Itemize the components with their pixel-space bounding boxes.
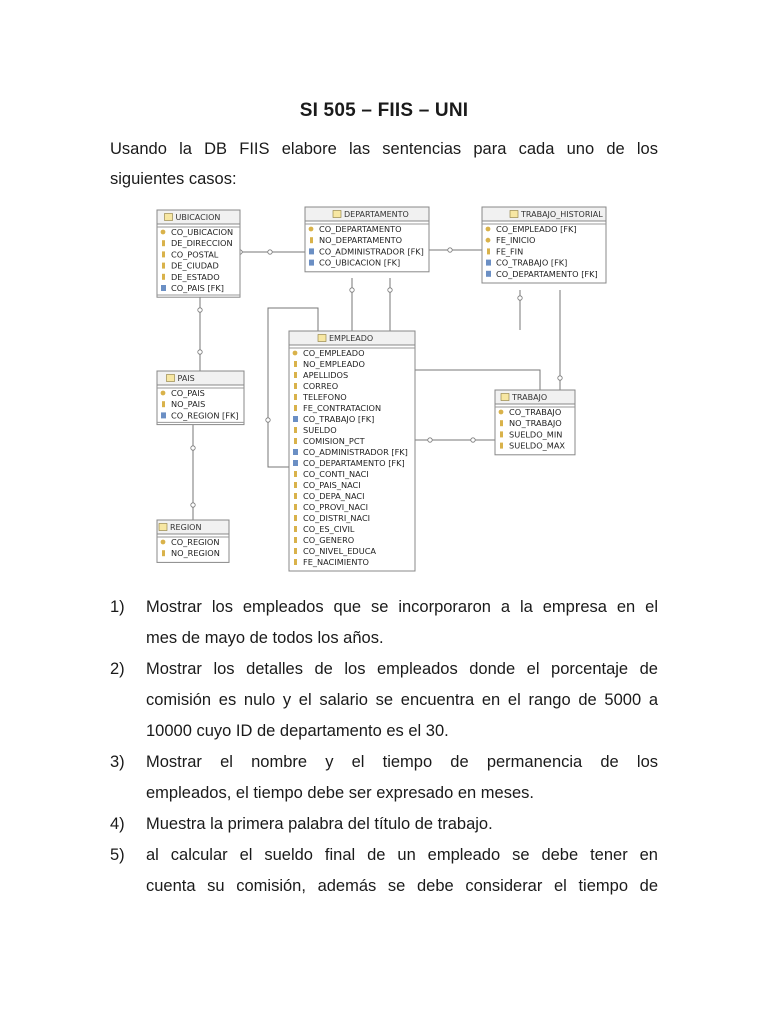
questions-list: [110, 592, 658, 902]
relationship-end-marker: [448, 248, 452, 252]
column-name: CO_UBICACION: [171, 227, 234, 237]
entity-name: TRABAJO: [512, 393, 548, 402]
column-icon: [294, 493, 297, 499]
column-name: CO_NIVEL_EDUCA: [303, 546, 377, 556]
column-icon: [500, 431, 503, 437]
column-name: CO_GENERO: [303, 535, 355, 545]
er-diagram: [0, 200, 768, 585]
column-name: CO_ES_CIVIL: [303, 524, 355, 534]
table-icon: [333, 211, 341, 218]
question-item: [110, 840, 658, 902]
question-line: mes de mayo de todos los años.: [146, 629, 384, 647]
relationship-line: [415, 370, 540, 390]
question-line: Mostrar el nombre y el tiempo de permanencia de los: [146, 753, 658, 771]
primary-key-icon: [309, 227, 314, 232]
table-icon: [318, 335, 326, 342]
foreign-key-icon: [309, 248, 314, 254]
column-icon: [294, 504, 297, 510]
column-name: FE_CONTRATACION: [303, 403, 382, 413]
column-name: CO_DEPARTAMENTO: [319, 224, 402, 234]
column-name: CO_POSTAL: [171, 249, 219, 260]
entity-trabajo-historial: [482, 207, 606, 283]
column-name: COMISION_PCT: [303, 436, 365, 446]
column-name: NO_REGION: [171, 548, 220, 559]
question-item: [110, 747, 658, 809]
relationship-end-marker: [350, 288, 354, 292]
column-name: CO_REGION [FK]: [171, 410, 239, 421]
column-name: CO_PAIS [FK]: [171, 283, 224, 293]
column-name: NO_PAIS: [171, 399, 206, 410]
column-name: CO_DEPARTAMENTO [FK]: [496, 268, 598, 279]
column-name: CO_DEPA_NACI: [303, 491, 365, 501]
entity-name: DEPARTAMENTO: [344, 210, 409, 219]
relationship-end-marker: [198, 350, 202, 354]
column-name: NO_EMPLEADO: [303, 359, 365, 369]
entity-name: PAIS: [177, 374, 195, 383]
question-line: al calcular el sueldo final de un empleado se debe tener en: [146, 846, 658, 864]
primary-key-icon: [293, 351, 298, 356]
column-icon: [162, 263, 165, 269]
column-name: CO_PAIS_NACI: [303, 480, 361, 490]
foreign-key-icon: [486, 260, 491, 266]
foreign-key-icon: [293, 449, 298, 455]
column-icon: [162, 274, 165, 280]
column-name: FE_NACIMIENTO: [303, 557, 369, 567]
foreign-key-icon: [293, 416, 298, 422]
column-icon: [294, 548, 297, 554]
question-number: 1): [110, 598, 125, 616]
column-icon: [294, 537, 297, 543]
primary-key-icon: [499, 410, 504, 415]
column-name: SUELDO_MIN: [509, 429, 563, 440]
question-number: 4): [110, 815, 125, 833]
column-icon: [162, 240, 165, 246]
question-line: cuenta su comisión, además se debe considerar el tiempo de: [146, 877, 658, 895]
column-name: TELEFONO: [303, 392, 347, 402]
foreign-key-icon: [293, 460, 298, 466]
column-icon: [294, 438, 297, 444]
column-name: NO_TRABAJO: [509, 418, 562, 429]
column-icon: [162, 550, 165, 556]
column-icon: [487, 248, 490, 254]
column-name: SUELDO: [303, 425, 337, 435]
column-name: CO_EMPLEADO: [303, 348, 365, 358]
question-line: Mostrar los empleados que se incorporaron a la empresa en el: [146, 598, 658, 616]
column-icon: [294, 559, 297, 565]
column-icon: [294, 427, 297, 433]
foreign-key-icon: [161, 285, 166, 291]
column-name: CO_UBICACION [FK]: [319, 257, 401, 268]
entity-trabajo: [495, 390, 575, 455]
column-name: CO_PAIS: [171, 388, 205, 398]
column-name: DE_ESTADO: [171, 271, 220, 282]
column-name: CO_ADMINISTRADOR [FK]: [319, 246, 424, 257]
relationship-end-marker: [518, 296, 522, 300]
primary-key-icon: [486, 238, 491, 243]
document-title: SI 505 – FIIS – UNI: [299, 100, 469, 121]
question-line: Mostrar los detalles de los empleados donde el porcentaje de: [146, 660, 658, 678]
primary-key-icon: [161, 391, 166, 396]
entity-name: REGION: [170, 523, 202, 532]
column-name: CO_EMPLEADO [FK]: [496, 224, 577, 234]
relationship-end-marker: [191, 446, 195, 450]
entity-ubicacion: [157, 210, 240, 297]
entity-empleado: [289, 331, 415, 571]
column-icon: [294, 471, 297, 477]
table-icon: [167, 375, 175, 382]
foreign-key-icon: [309, 260, 314, 266]
column-name: CORREO: [303, 381, 339, 391]
question-number: 5): [110, 846, 125, 864]
column-icon: [500, 420, 503, 426]
table-icon: [501, 394, 509, 401]
column-name: CO_TRABAJO [FK]: [496, 257, 568, 268]
column-icon: [294, 394, 297, 400]
intro-line-2: siguientes casos:: [110, 170, 237, 188]
entity-region: [157, 520, 229, 562]
column-name: CO_TRABAJO: [509, 407, 562, 417]
table-icon: [510, 211, 518, 218]
question-item: [110, 654, 658, 747]
relationship-end-marker: [388, 288, 392, 292]
column-name: FE_INICIO: [496, 235, 536, 246]
entity-pais: [157, 371, 244, 425]
column-icon: [294, 515, 297, 521]
column-name: CO_ADMINISTRADOR [FK]: [303, 447, 408, 457]
column-name: DE_DIRECCION: [171, 238, 233, 249]
relationship-end-marker: [266, 418, 270, 422]
column-name: NO_DEPARTAMENTO: [319, 235, 403, 246]
column-name: CO_DISTRI_NACI: [303, 513, 371, 523]
column-icon: [500, 443, 503, 449]
column-name: CO_REGION: [171, 537, 220, 547]
column-name: SUELDO_MAX: [509, 440, 566, 451]
question-number: 2): [110, 660, 125, 678]
question-number: 3): [110, 753, 125, 771]
question-line: empleados, el tiempo debe ser expresado en meses.: [146, 784, 534, 802]
relationship-end-marker: [198, 308, 202, 312]
question-item: [110, 592, 658, 654]
intro-paragraph: [110, 134, 658, 194]
primary-key-icon: [486, 227, 491, 232]
table-icon: [159, 524, 167, 531]
relationship-end-marker: [471, 438, 475, 442]
column-name: CO_TRABAJO [FK]: [303, 414, 375, 424]
column-icon: [310, 237, 313, 243]
table-icon: [165, 214, 173, 221]
question-line: Muestra la primera palabra del título de trabajo.: [146, 815, 493, 833]
column-icon: [162, 251, 165, 257]
column-name: APELLIDOS: [303, 370, 349, 380]
entity-name: TRABAJO_HISTORIAL: [521, 210, 603, 219]
column-icon: [294, 383, 297, 389]
column-name: CO_PROVI_NACI: [303, 502, 369, 512]
primary-key-icon: [161, 540, 166, 545]
column-icon: [294, 526, 297, 532]
entity-name: EMPLEADO: [329, 334, 374, 343]
foreign-key-icon: [161, 412, 166, 418]
column-icon: [294, 361, 297, 367]
relationship-end-marker: [558, 376, 562, 380]
column-name: CO_DEPARTAMENTO [FK]: [303, 458, 405, 468]
question-line: 10000 cuyo ID de departamento es el 30.: [146, 722, 449, 740]
column-name: FE_FIN: [496, 246, 524, 257]
entity-name: UBICACION: [175, 213, 221, 222]
entity-departamento: [305, 207, 429, 272]
question-item: [110, 809, 658, 840]
column-icon: [294, 405, 297, 411]
intro-line-1: Usando la DB FIIS elabore las sentencias para cada uno de los: [110, 140, 658, 158]
relationship-end-marker: [191, 503, 195, 507]
column-icon: [294, 482, 297, 488]
question-line: comisión es nulo y el salario se encuentra en el rango de 5000 a: [146, 691, 658, 709]
foreign-key-icon: [486, 271, 491, 277]
primary-key-icon: [161, 230, 166, 235]
column-icon: [162, 401, 165, 407]
column-name: CO_CONTI_NACI: [303, 469, 369, 479]
column-name: DE_CIUDAD: [171, 260, 219, 271]
relationship-end-marker: [428, 438, 432, 442]
relationship-end-marker: [268, 250, 272, 254]
column-icon: [294, 372, 297, 378]
entities-layer: [157, 207, 606, 571]
